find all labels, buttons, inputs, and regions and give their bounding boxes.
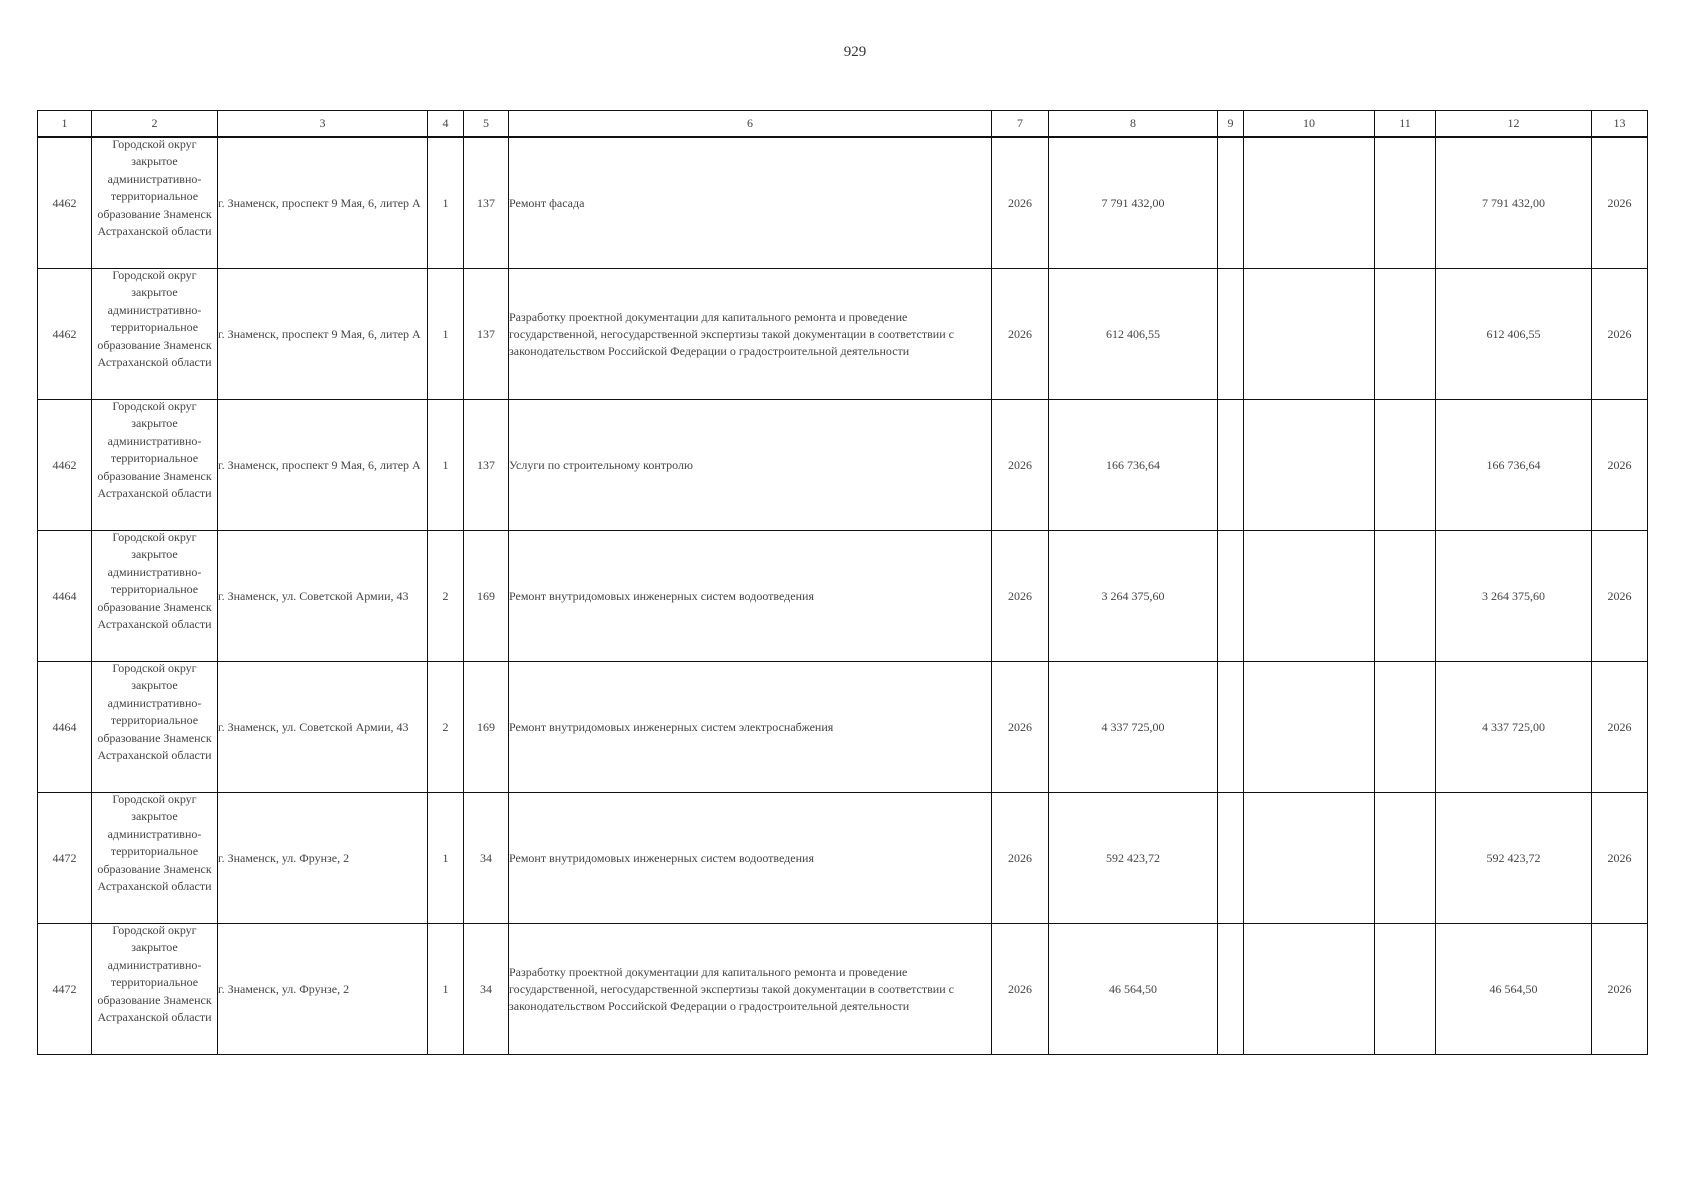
- cell-col12-cost: 46 564,50: [1436, 924, 1592, 1055]
- cell-col12-cost: 4 337 725,00: [1436, 662, 1592, 793]
- cell-col9: [1218, 924, 1244, 1055]
- cell-col10: [1244, 400, 1375, 531]
- cell-col4: 1: [428, 400, 464, 531]
- cell-record-id: 4464: [38, 662, 92, 793]
- cell-total-cost: 7 791 432,00: [1049, 137, 1218, 269]
- cell-work-type: Разработку проектной документации для капитального ремонта и проведение государственной, негосударственной экспертизы такой документации в соответствии с законодательством Российской Федерации о градостроительной деятельности: [509, 269, 992, 400]
- municipality-text: Городской округ закрытое административно-территориальное образование Знаменск Астраханской области: [97, 923, 212, 1024]
- cell-year: 2026: [992, 137, 1049, 269]
- cell-record-id: 4472: [38, 793, 92, 924]
- cell-col9: [1218, 269, 1244, 400]
- cell-col11: [1375, 793, 1436, 924]
- cell-col4: 1: [428, 924, 464, 1055]
- cell-year: 2026: [992, 924, 1049, 1055]
- municipality-text: Городской округ закрытое административно-территориальное образование Знаменск Астраханской области: [97, 792, 212, 893]
- column-header-9: 9: [1218, 111, 1244, 138]
- cell-municipality: [92, 531, 218, 662]
- cell-col10: [1244, 793, 1375, 924]
- cell-col11: [1375, 269, 1436, 400]
- cell-col13-year: 2026: [1592, 531, 1648, 662]
- cell-year: 2026: [992, 793, 1049, 924]
- cell-col10: [1244, 662, 1375, 793]
- cell-col13-year: 2026: [1592, 137, 1648, 269]
- cell-work-type: Ремонт внутридомовых инженерных систем электроснабжения: [509, 662, 992, 793]
- cell-total-cost: 612 406,55: [1049, 269, 1218, 400]
- cell-col11: [1375, 137, 1436, 269]
- cell-col4: 1: [428, 137, 464, 269]
- cell-col9: [1218, 531, 1244, 662]
- cell-address: г. Знаменск, ул. Советской Армии, 43: [218, 662, 428, 793]
- municipality-text: Городской округ закрытое административно-территориальное образование Знаменск Астраханской области: [97, 530, 212, 631]
- cell-col11: [1375, 531, 1436, 662]
- cell-col9: [1218, 793, 1244, 924]
- table-row: [38, 531, 1648, 662]
- column-header-2: 2: [92, 111, 218, 138]
- cell-total-cost: 4 337 725,00: [1049, 662, 1218, 793]
- table-row: [38, 400, 1648, 531]
- cell-col10: [1244, 269, 1375, 400]
- cell-total-cost: 592 423,72: [1049, 793, 1218, 924]
- cell-address: г. Знаменск, ул. Советской Армии, 43: [218, 531, 428, 662]
- cell-col10: [1244, 924, 1375, 1055]
- table-row: [38, 269, 1648, 400]
- column-header-8: 8: [1049, 111, 1218, 138]
- column-header-7: 7: [992, 111, 1049, 138]
- cell-col13-year: 2026: [1592, 400, 1648, 531]
- cell-work-type: Разработку проектной документации для капитального ремонта и проведение государственной, негосударственной экспертизы такой документации в соответствии с законодательством Российской Федерации о градостроительной деятельности: [509, 924, 992, 1055]
- municipality-text: Городской округ закрытое административно-территориальное образование Знаменск Астраханской области: [97, 661, 212, 762]
- cell-record-id: 4462: [38, 400, 92, 531]
- cell-year: 2026: [992, 662, 1049, 793]
- cell-address: г. Знаменск, ул. Фрунзе, 2: [218, 924, 428, 1055]
- cell-address: г. Знаменск, ул. Фрунзе, 2: [218, 793, 428, 924]
- cell-col5: 34: [464, 924, 509, 1055]
- cell-record-id: 4464: [38, 531, 92, 662]
- cell-col5: 137: [464, 269, 509, 400]
- cell-col13-year: 2026: [1592, 269, 1648, 400]
- cell-address: г. Знаменск, проспект 9 Мая, 6, литер А: [218, 269, 428, 400]
- cell-col4: 2: [428, 531, 464, 662]
- column-header-10: 10: [1244, 111, 1375, 138]
- capital-repair-table: [37, 110, 1648, 1055]
- cell-year: 2026: [992, 400, 1049, 531]
- column-header-11: 11: [1375, 111, 1436, 138]
- column-header-3: 3: [218, 111, 428, 138]
- column-header-6: 6: [509, 111, 992, 138]
- cell-col9: [1218, 662, 1244, 793]
- cell-municipality: [92, 793, 218, 924]
- cell-col12-cost: 612 406,55: [1436, 269, 1592, 400]
- cell-work-type: Ремонт фасада: [509, 137, 992, 269]
- cell-col10: [1244, 531, 1375, 662]
- cell-address: г. Знаменск, проспект 9 Мая, 6, литер А: [218, 400, 428, 531]
- municipality-text: Городской округ закрытое административно-территориальное образование Знаменск Астраханской области: [97, 137, 212, 238]
- cell-col9: [1218, 137, 1244, 269]
- cell-col4: 1: [428, 793, 464, 924]
- cell-year: 2026: [992, 269, 1049, 400]
- table-row: [38, 662, 1648, 793]
- table-body: [38, 137, 1648, 1055]
- cell-municipality: [92, 400, 218, 531]
- cell-address: г. Знаменск, проспект 9 Мая, 6, литер А: [218, 137, 428, 269]
- cell-municipality: [92, 662, 218, 793]
- column-header-12: 12: [1436, 111, 1592, 138]
- column-header-5: 5: [464, 111, 509, 138]
- cell-year: 2026: [992, 531, 1049, 662]
- cell-col10: [1244, 137, 1375, 269]
- cell-work-type: Услуги по строительному контролю: [509, 400, 992, 531]
- cell-total-cost: 46 564,50: [1049, 924, 1218, 1055]
- column-header-1: 1: [38, 111, 92, 138]
- cell-record-id: 4462: [38, 269, 92, 400]
- cell-col12-cost: 3 264 375,60: [1436, 531, 1592, 662]
- page-number: 929: [843, 44, 867, 60]
- cell-col11: [1375, 924, 1436, 1055]
- cell-col12-cost: 7 791 432,00: [1436, 137, 1592, 269]
- cell-municipality: [92, 137, 218, 269]
- municipality-text: Городской округ закрытое административно-территориальное образование Знаменск Астраханской области: [97, 399, 212, 500]
- cell-col5: 137: [464, 137, 509, 269]
- cell-col11: [1375, 400, 1436, 531]
- municipality-text: Городской округ закрытое административно-территориальное образование Знаменск Астраханской области: [97, 268, 212, 369]
- cell-total-cost: 3 264 375,60: [1049, 531, 1218, 662]
- column-header-13: 13: [1592, 111, 1648, 138]
- cell-col13-year: 2026: [1592, 793, 1648, 924]
- cell-col12-cost: 592 423,72: [1436, 793, 1592, 924]
- cell-col12-cost: 166 736,64: [1436, 400, 1592, 531]
- cell-col11: [1375, 662, 1436, 793]
- cell-col5: 169: [464, 662, 509, 793]
- cell-record-id: 4462: [38, 137, 92, 269]
- cell-col9: [1218, 400, 1244, 531]
- cell-municipality: [92, 269, 218, 400]
- table-row: [38, 924, 1648, 1055]
- cell-work-type: Ремонт внутридомовых инженерных систем водоотведения: [509, 793, 992, 924]
- cell-col5: 169: [464, 531, 509, 662]
- cell-record-id: 4472: [38, 924, 92, 1055]
- table-row: [38, 793, 1648, 924]
- column-number-row: [38, 111, 1648, 138]
- cell-total-cost: 166 736,64: [1049, 400, 1218, 531]
- column-header-4: 4: [428, 111, 464, 138]
- cell-col5: 137: [464, 400, 509, 531]
- table-row: [38, 137, 1648, 269]
- cell-col5: 34: [464, 793, 509, 924]
- cell-col13-year: 2026: [1592, 924, 1648, 1055]
- cell-work-type: Ремонт внутридомовых инженерных систем водоотведения: [509, 531, 992, 662]
- cell-col4: 1: [428, 269, 464, 400]
- cell-municipality: [92, 924, 218, 1055]
- cell-col4: 2: [428, 662, 464, 793]
- cell-col13-year: 2026: [1592, 662, 1648, 793]
